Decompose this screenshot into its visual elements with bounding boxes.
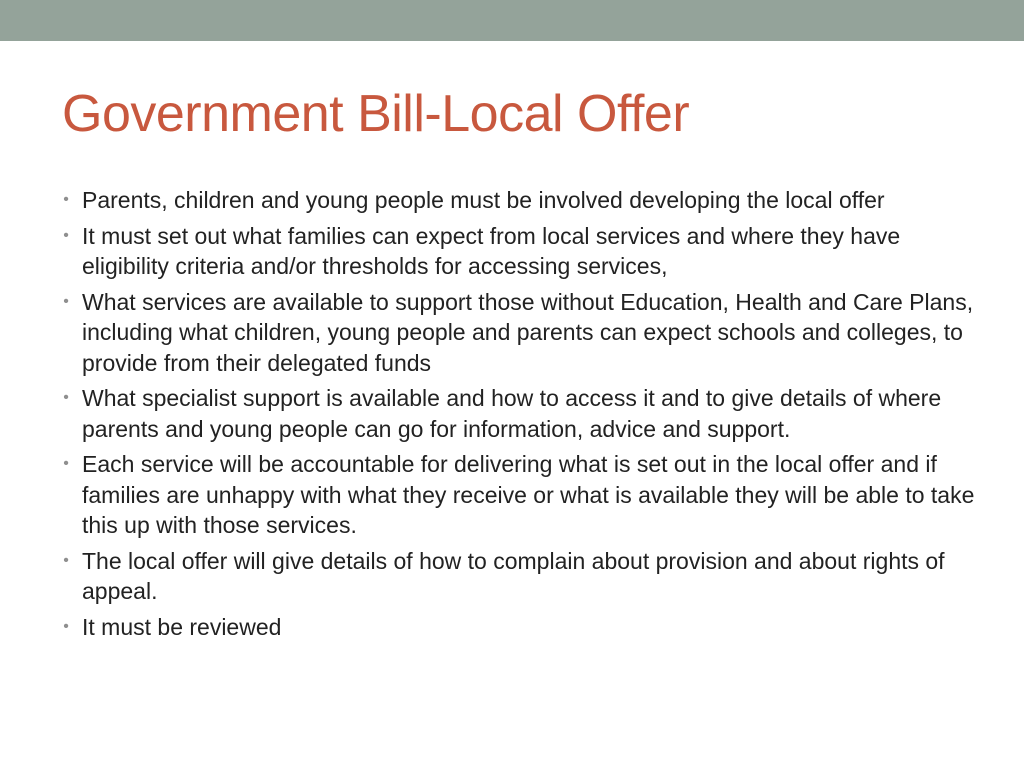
bullet-icon: • [63,551,69,569]
bullet-text: What specialist support is available and how to access it and to give details of where parents and young people can go for information, advice and support. [82,385,942,442]
top-decorative-band [0,0,1024,41]
bullet-text: What services are available to support those without Education, Health and Care Plans, including what children, young people and parents can expect schools and colleges, to provide from their delegated funds [82,288,974,376]
bullet-text: It must be reviewed [82,613,282,640]
bullet-icon: • [63,191,69,208]
bullet-text: The local offer will give details of how to complain about provision and about rights of appeal. [82,547,945,604]
bullet-icon: • [63,226,69,244]
bullet-item-accountability [57,449,977,541]
bullet-item-expectations [57,221,977,282]
bullet-text: Each service will be accountable for delivering what is set out in the local offer and if families are unhappy with what they receive or what is available they will be able to take this up with those services. [82,451,975,538]
bullet-text: Parents, children and young people must be involved developing the local offer [82,187,885,213]
bullet-item-review [57,612,977,643]
slide-title: Government Bill-Local Offer [62,85,690,143]
bullet-icon: • [63,617,69,635]
bullet-list [57,185,977,647]
bullet-text: It must set out what families can expect from local services and where they have eligibility criteria and/or thresholds for accessing services, [82,222,901,279]
bullet-item-specialist-support [57,383,977,444]
bullet-icon: • [63,389,69,406]
bullet-item-involvement [57,185,977,216]
bullet-item-complaints [57,546,977,607]
bullet-icon: • [63,292,69,310]
bullet-icon: • [63,455,69,472]
bullet-item-available-services [57,287,977,379]
